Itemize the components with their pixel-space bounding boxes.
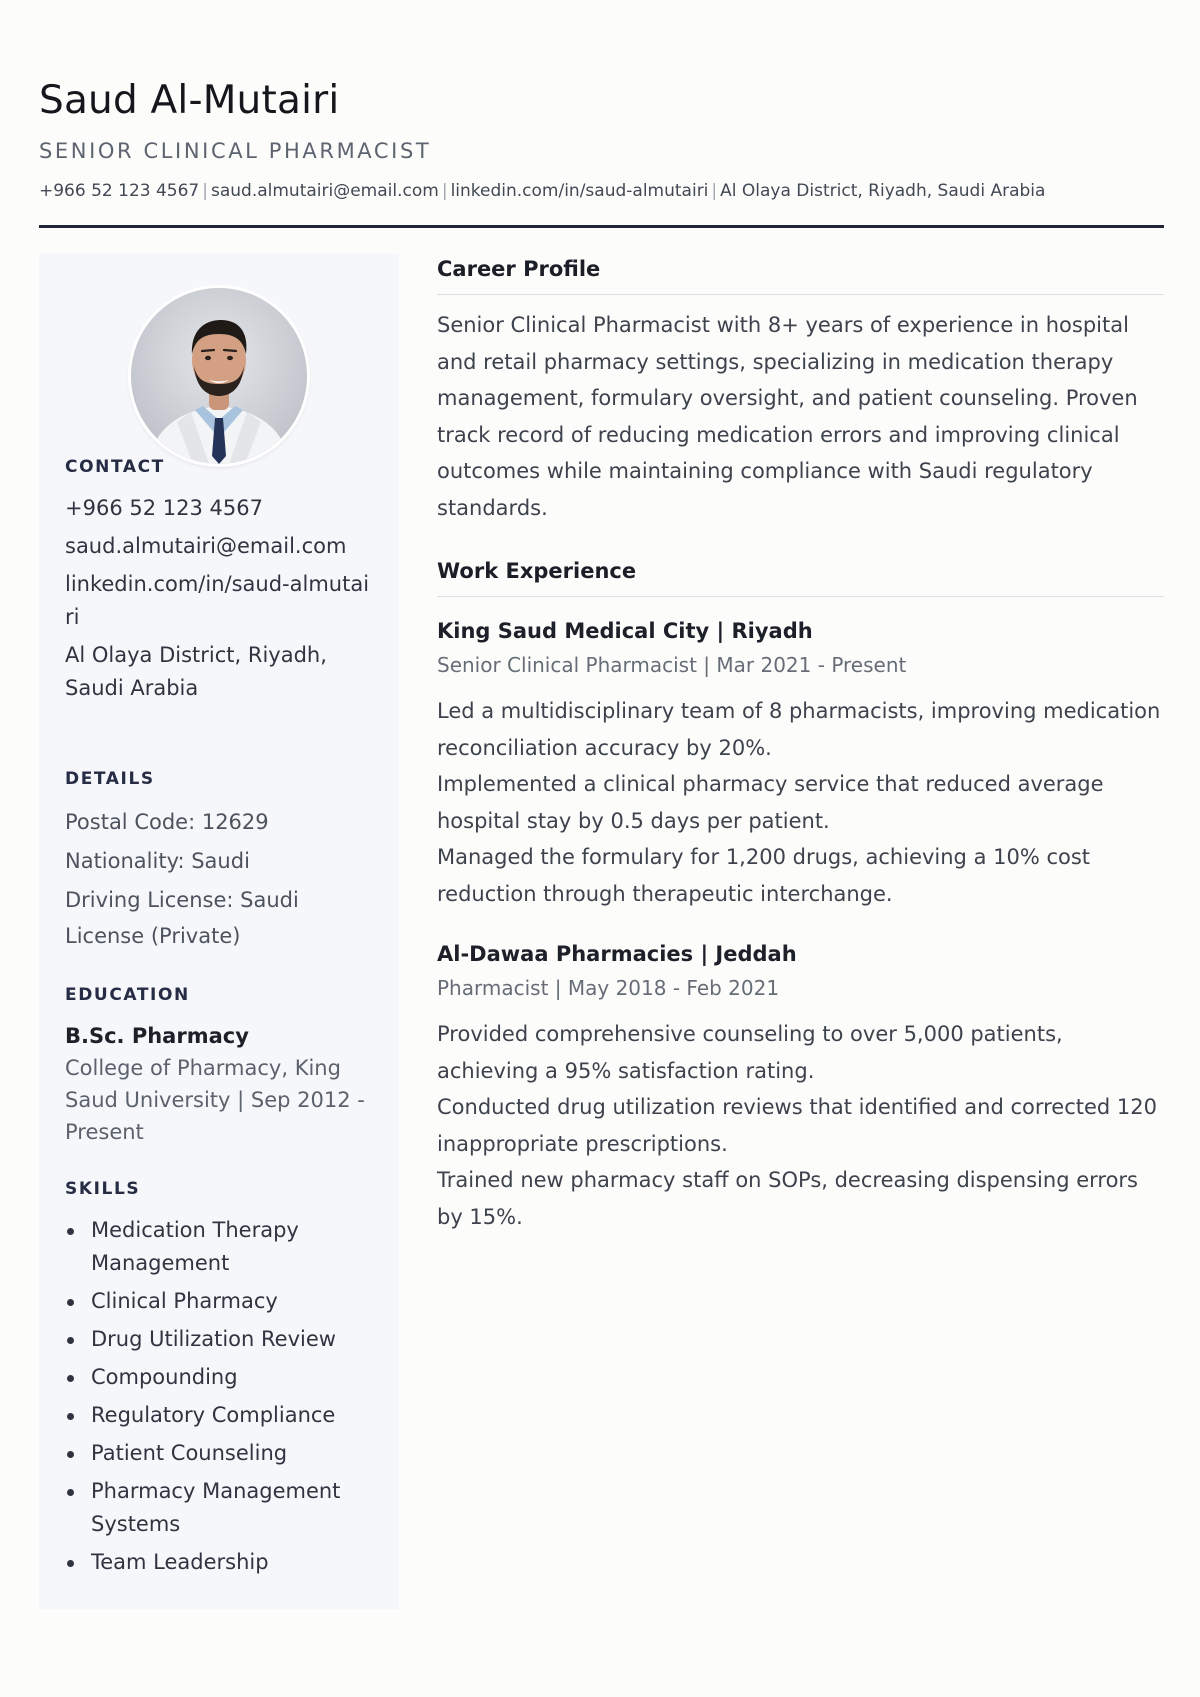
job-bullet: Conducted drug utilization reviews that identified and corrected 120 inappropriate prescriptions.: [437, 1095, 1158, 1156]
profile-photo-icon: [131, 288, 307, 464]
skill-item: Patient Counseling: [65, 1437, 375, 1470]
skill-item: Clinical Pharmacy: [65, 1285, 375, 1318]
job-bullets: [437, 693, 1164, 912]
header-phone: +966 52 123 4567: [39, 181, 200, 201]
sidebar: [39, 254, 399, 1609]
header-address: Al Olaya District, Riyadh, Saudi Arabia: [720, 181, 1046, 201]
contact-heading: CONTACT: [65, 457, 165, 477]
contact-section: [65, 456, 375, 710]
job-title: SENIOR CLINICAL PHARMACIST: [39, 139, 432, 163]
skill-item: Pharmacy Management Systems: [65, 1475, 375, 1541]
education-heading: EDUCATION: [65, 985, 190, 1005]
job-bullet: Trained new pharmacy staff on SOPs, decreasing dispensing errors by 15%.: [437, 1168, 1138, 1229]
education-institution: College of Pharmacy, King Saud University | Sep 2012 - Present: [65, 1056, 365, 1144]
work-experience-heading: Work Experience: [437, 556, 1164, 597]
education-degree: B.Sc. Pharmacy: [65, 1024, 249, 1048]
header-linkedin[interactable]: linkedin.com/in/saud-almutairi: [450, 181, 709, 201]
header-divider: [39, 225, 1164, 228]
skills-heading: SKILLS: [65, 1179, 141, 1199]
contact-phone: +966 52 123 4567: [65, 496, 263, 520]
contact-address: Al Olaya District, Riyadh, Saudi Arabia: [65, 643, 327, 700]
job-entry: [437, 615, 1164, 912]
job-entry: [437, 938, 1164, 1235]
education-section: [65, 984, 375, 1148]
job-role: Pharmacist | May 2018 - Feb 2021: [437, 976, 780, 1000]
job-bullet: Provided comprehensive counseling to over 5,000 patients, achieving a 95% satisfaction rating.: [437, 1022, 1063, 1083]
separator: |: [711, 181, 718, 201]
details-postal-code: Postal Code: 12629: [65, 810, 269, 834]
details-heading: DETAILS: [65, 769, 155, 789]
details-driving-license: Driving License: Saudi License (Private): [65, 888, 299, 948]
job-bullets: [437, 1016, 1164, 1235]
skill-item: Compounding: [65, 1361, 375, 1394]
contact-email[interactable]: saud.almutairi@email.com: [65, 534, 347, 558]
avatar: [131, 288, 307, 464]
job-bullet: Implemented a clinical pharmacy service that reduced average hospital stay by 0.5 days per patient.: [437, 772, 1104, 833]
job-bullet: Led a multidisciplinary team of 8 pharmacists, improving medication reconciliation accuracy by 20%.: [437, 699, 1161, 760]
contact-linkedin[interactable]: linkedin.com/in/saud-almutairi: [65, 572, 370, 629]
work-experience-section: [437, 556, 1164, 1235]
career-profile-section: [437, 254, 1164, 526]
skill-item: Team Leadership: [65, 1546, 375, 1579]
main-content: [437, 254, 1164, 1235]
candidate-name: Saud Al-Mutairi: [39, 78, 340, 123]
career-profile-heading: Career Profile: [437, 254, 1164, 295]
details-nationality: Nationality: Saudi: [65, 849, 250, 873]
details-section: [65, 768, 375, 957]
contact-line: [39, 178, 1164, 204]
skill-item: Medication Therapy Management: [65, 1214, 375, 1280]
career-profile-text: Senior Clinical Pharmacist with 8+ years of experience in hospital and retail pharmacy settings, specializing in medication therapy management, formulary oversight, and patient counseling. Proven track record of reducing medication errors and improving clinical outcomes while maintaining compliance with Saudi regulatory standards.: [437, 313, 1138, 520]
job-company: King Saud Medical City | Riyadh: [437, 619, 813, 643]
skill-item: Regulatory Compliance: [65, 1399, 375, 1432]
job-bullet: Managed the formulary for 1,200 drugs, achieving a 10% cost reduction through therapeutic interchange.: [437, 845, 1091, 906]
skill-item: Drug Utilization Review: [65, 1323, 375, 1356]
skills-list: [65, 1214, 375, 1579]
separator: |: [202, 181, 208, 201]
resume-header: [39, 74, 1164, 204]
separator: |: [441, 181, 448, 201]
job-role: Senior Clinical Pharmacist | Mar 2021 - Present: [437, 653, 907, 677]
skills-section: [65, 1178, 375, 1584]
job-company: Al-Dawaa Pharmacies | Jeddah: [437, 942, 797, 966]
header-email[interactable]: saud.almutairi@email.com: [210, 181, 439, 201]
